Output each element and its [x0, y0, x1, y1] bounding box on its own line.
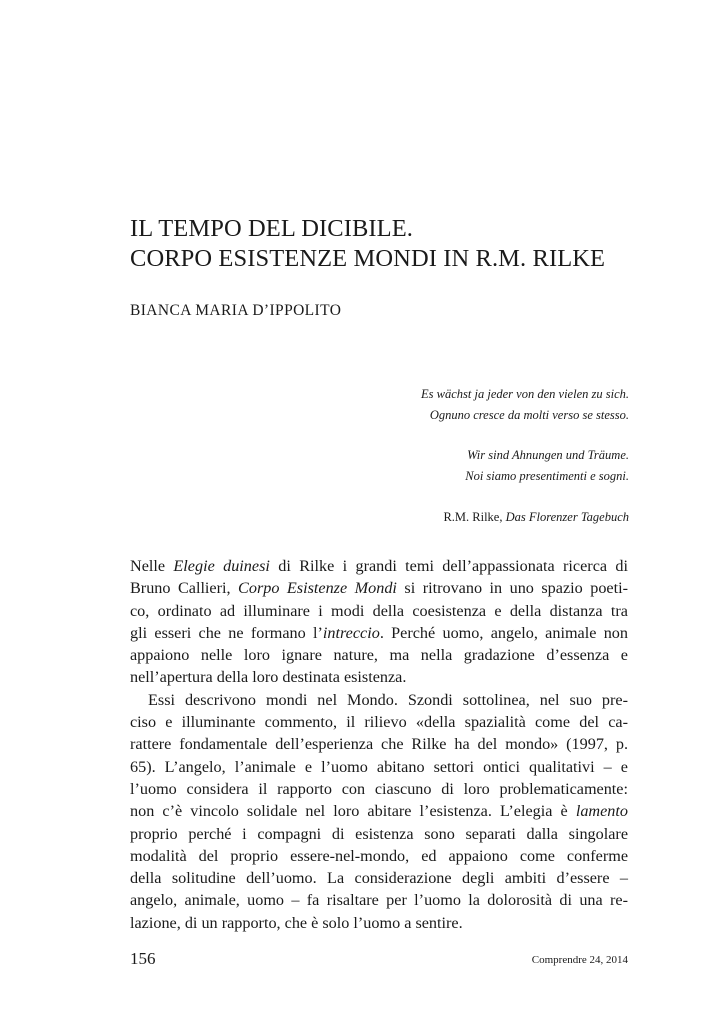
- text-run: modalità del proprio essere-nel-mondo, ed appaiono come conferme: [130, 846, 628, 865]
- text-run: proprio perché i compagni di esistenza sono separati dalla singolare: [130, 824, 628, 843]
- title-line-1: IL TEMPO DEL DICIBILE.: [130, 215, 414, 242]
- article-title: [130, 214, 650, 274]
- italic-run: lamento: [575, 802, 628, 821]
- epigraph-source: [229, 507, 629, 528]
- text-line: [130, 622, 628, 644]
- paragraph-2: [130, 689, 628, 934]
- page-number: 156: [130, 949, 156, 968]
- text-run: lazione, di un rapporto, che è solo l’uomo a sentire.: [130, 913, 463, 932]
- text-line: [130, 756, 628, 778]
- epigraph-line: Noi siamo presentimenti e sogni.: [465, 468, 629, 483]
- epigraph-source-work: Das Florenzer Tagebuch: [505, 510, 629, 524]
- author-name: BIANCA MARIA D’IPPOLITO: [130, 302, 342, 319]
- text-run: Nelle: [130, 557, 174, 575]
- text-run: della solitudine dell’uomo. La considerazione degli ambiti d’essere –: [130, 869, 628, 888]
- text-run: Bruno Callieri,: [130, 579, 239, 598]
- epigraph-line: Ognuno cresce da molti verso se stesso.: [429, 407, 629, 422]
- text-run: co, ordinato ad illuminare i modi della coesistenza e della distanza tra: [130, 601, 628, 620]
- text-run: l’uomo considera il rapporto con ciascuno di loro problematicamente:: [130, 779, 628, 798]
- epigraph-line: Wir sind Ahnungen und Träume.: [467, 448, 629, 462]
- text-run: gli esseri che ne formano l’: [130, 623, 323, 642]
- title-line-2: CORPO ESISTENZE MONDI IN R.M. RILKE: [130, 245, 606, 272]
- article-body: [130, 555, 628, 934]
- text-line: [130, 711, 628, 733]
- epigraph-stanza-2: [229, 445, 629, 486]
- epigraph: [229, 384, 629, 528]
- text-run: di Rilke i grandi temi dell’appassionata ricerca di: [269, 557, 629, 575]
- text-run: ciso e illuminante commento, il rilievo «della spazialità come del ca-: [130, 713, 628, 732]
- text-line: [130, 644, 628, 666]
- text-run: angelo, animale, uomo – fa risaltare per l’uomo la dolorosità di una re-: [130, 891, 628, 910]
- text-run: non c’è vincolo solidale nel loro abitare l’esistenza. L’elegia è: [130, 802, 576, 821]
- text-line: [130, 912, 628, 934]
- italic-run: Elegie duinesi: [173, 557, 270, 575]
- text-line: [130, 555, 628, 577]
- epigraph-line: Es wächst ja jeder von den vielen zu sich.: [421, 387, 629, 401]
- text-run: appaiono nelle loro ignare nature, ma nella gradazione d’essenza e: [130, 646, 628, 665]
- text-line: [130, 689, 628, 711]
- text-line: [130, 666, 628, 688]
- text-run: si ritrovano in uno spazio poeti-: [396, 579, 628, 598]
- text-run: nell’apertura della loro destinata esistenza.: [130, 668, 407, 687]
- text-line: [130, 733, 628, 755]
- italic-run: intreccio: [322, 623, 380, 642]
- text-line: [130, 823, 628, 845]
- text-line: [130, 867, 628, 889]
- text-line: [130, 845, 628, 867]
- paragraph-1: [130, 555, 628, 689]
- text-run: rattere fondamentale dell’esperienza che Rilke ha del mondo» (1997, p.: [130, 735, 628, 754]
- epigraph-source-author: R.M. Rilke,: [443, 510, 506, 524]
- text-run: Essi descrivono mondi nel Mondo. Szondi sottolinea, nel suo pre-: [148, 690, 628, 709]
- text-run: . Perché uomo, angelo, animale non: [379, 623, 628, 642]
- text-line: [130, 889, 628, 911]
- italic-run: Corpo Esistenze Mondi: [238, 579, 397, 598]
- journal-citation: Comprendre 24, 2014: [531, 954, 628, 966]
- text-run: 65). L’angelo, l’animale e l’uomo abitano settori ontici qualitativi – e: [130, 757, 628, 776]
- text-line: [130, 577, 628, 599]
- text-line: [130, 778, 628, 800]
- text-line: [130, 600, 628, 622]
- epigraph-stanza-1: [229, 384, 629, 425]
- text-line: [130, 800, 628, 822]
